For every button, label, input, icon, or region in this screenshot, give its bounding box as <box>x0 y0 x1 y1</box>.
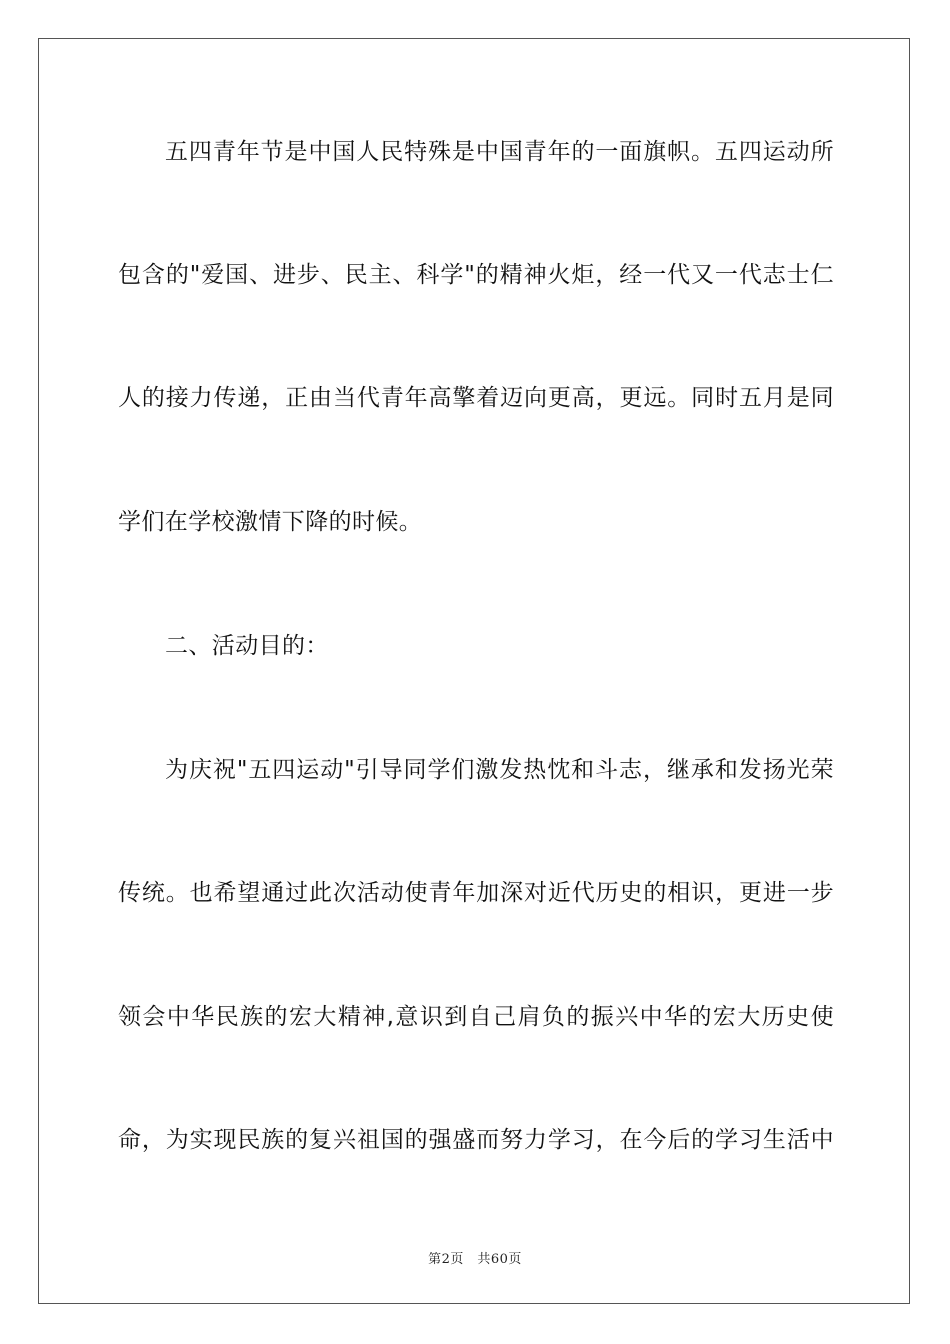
page-frame <box>38 38 910 1304</box>
paragraph-line: 人的接力传递，正由当代青年高擎着迈向更高，更远。同时五月是同 <box>118 385 834 411</box>
paragraph-line: 五四青年节是中国人民特殊是中国青年的一面旗帜。五四运动所 <box>165 139 834 165</box>
paragraph-line: 命，为实现民族的复兴祖国的强盛而努力学习，在今后的学习生活中 <box>118 1127 834 1153</box>
paragraph-line: 包含的"爱国、进步、民主、科学"的精神火炬，经一代又一代志士仁 <box>118 262 834 288</box>
page-number-footer: 第2页 共60页 <box>428 1252 522 1267</box>
paragraph-line: 传统。也希望通过此次活动使青年加深对近代历史的相识，更进一步 <box>118 880 834 906</box>
paragraph-line: 为庆祝"五四运动"引导同学们激发热忱和斗志，继承和发扬光荣 <box>165 757 834 783</box>
paragraph-line: 学们在学校激情下降的时候。 <box>118 509 423 535</box>
paragraph-line: 领会中华民族的宏大精神,意识到自己肩负的振兴中华的宏大历史使 <box>118 1004 834 1030</box>
section-heading: 二、活动目的： <box>165 633 329 659</box>
